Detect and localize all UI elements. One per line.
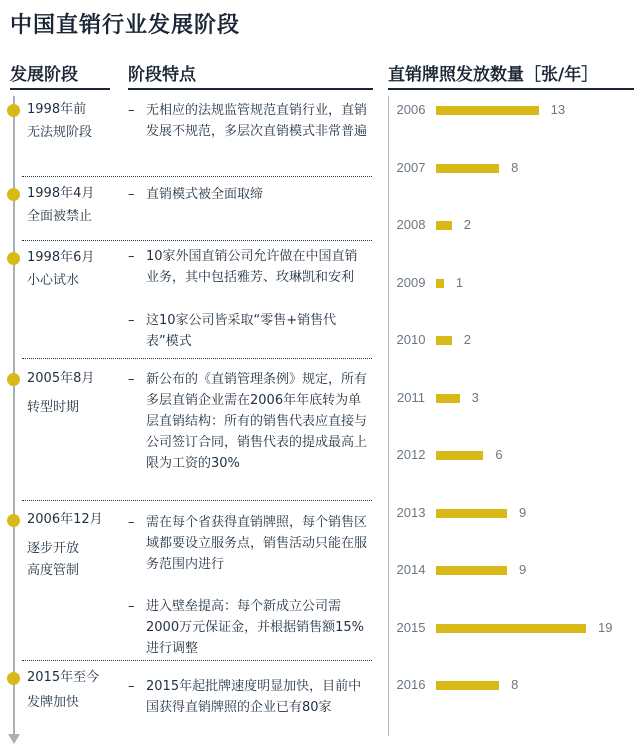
stage-label: 转型时期 xyxy=(27,400,80,415)
year-tick-label: 2015 xyxy=(396,619,426,635)
bar-2013 xyxy=(436,509,507,518)
timeline-arrow xyxy=(8,734,20,744)
stage-year: 2006年12月 xyxy=(27,512,103,527)
feature-dash: – xyxy=(128,372,135,387)
stage-label: 全面被禁止 xyxy=(27,209,93,224)
bar-value-label: 13 xyxy=(550,102,566,117)
stage-year: 1998年4月 xyxy=(27,186,95,201)
feature-dash: – xyxy=(128,103,135,118)
year-tick-label: 2016 xyxy=(396,677,426,692)
header-underline xyxy=(10,88,110,90)
stage-feature xyxy=(128,512,368,575)
stage-divider xyxy=(22,660,372,661)
bar-2008 xyxy=(436,221,452,230)
stage-feature xyxy=(128,310,368,352)
feature-text: 新公布的《直销管理条例》规定，所有多层直销企业需在2006年年底转为单层直销结构：所有的销售代表应直接与公司签订合同，销售代表的提成最高上限为工资的30% xyxy=(146,372,368,471)
bar-2016 xyxy=(436,681,499,690)
stage-divider xyxy=(22,358,372,359)
stage-divider xyxy=(22,176,372,177)
year-tick-label: 2012 xyxy=(396,447,426,462)
stage-year: 1998年前 xyxy=(27,102,87,117)
bar-2011 xyxy=(436,394,460,403)
stage-label: 无法规阶段 xyxy=(27,125,93,140)
stage-feature xyxy=(128,369,368,474)
bar-2014 xyxy=(436,566,507,575)
feature-dash: – xyxy=(128,249,135,264)
feature-dash: – xyxy=(128,187,135,202)
year-tick-label: 2010 xyxy=(396,332,426,347)
stage-column-header: 发展阶段 xyxy=(10,65,78,85)
header-underline xyxy=(388,88,634,90)
feature-text: 2015年起批牌速度明显加快，目前中国获得直销牌照的企业已有80家 xyxy=(146,679,362,715)
timeline-dot xyxy=(7,188,20,201)
header-underline xyxy=(128,88,373,90)
feature-dash: – xyxy=(128,679,135,694)
bar-value-label: 9 xyxy=(519,504,527,520)
bar-value-label: 8 xyxy=(511,159,519,175)
bar-2007 xyxy=(436,164,499,173)
timeline-dot xyxy=(7,104,20,117)
bar-value-label: 19 xyxy=(598,619,613,635)
stage-feature xyxy=(128,676,368,718)
feature-dash: – xyxy=(128,313,135,328)
feature-text: 需在每个省获得直销牌照，每个销售区域都要设立服务点，销售活动只能在服务范围内进行 xyxy=(146,515,368,572)
bar-value-label: 2 xyxy=(463,332,472,347)
year-tick-label: 2007 xyxy=(396,159,426,175)
bar-value-label: 6 xyxy=(495,447,503,462)
features-column-header: 阶段特点 xyxy=(128,65,196,85)
stage-feature xyxy=(128,596,368,659)
bar-value-label: 1 xyxy=(455,274,464,290)
stage-year: 1998年6月 xyxy=(27,250,95,265)
bar-value-label: 9 xyxy=(519,562,527,577)
stage-divider xyxy=(22,500,372,501)
bar-value-label: 3 xyxy=(471,389,479,405)
feature-dash: – xyxy=(128,599,135,614)
feature-text: 这10家公司皆采取“零售+销售代表”模式 xyxy=(146,313,337,349)
feature-text: 无相应的法规监管规范直销行业，直销发展不规范，多层次直销模式非常普遍 xyxy=(146,103,368,139)
chart-axis xyxy=(388,96,435,736)
license-bar-chart xyxy=(388,96,634,736)
year-tick-label: 2006 xyxy=(396,102,426,117)
bar-2006 xyxy=(436,106,539,115)
bar-2010 xyxy=(436,336,452,345)
feature-text: 10家外国直销公司允许做在中国直销业务，其中包括雅芳、玫琳凯和安利 xyxy=(146,249,358,285)
stage-label: 逐步开放 高度管制 xyxy=(27,541,80,578)
feature-text: 进入壁垒提高：每个新成立公司需2000万元保证金，并根据销售额15%进行调整 xyxy=(146,599,364,656)
timeline-dot xyxy=(7,252,20,265)
stage-year: 2015年至今 xyxy=(27,670,100,685)
year-tick-label: 2013 xyxy=(396,504,426,520)
stage-label: 小心试水 xyxy=(27,273,80,288)
year-tick-label: 2009 xyxy=(396,274,426,290)
stage-label: 发牌加快 xyxy=(27,695,80,710)
year-tick-label: 2011 xyxy=(397,389,425,405)
chart-title: 直销牌照发放数量［张/年］ xyxy=(388,65,599,85)
feature-dash: – xyxy=(128,515,135,530)
timeline-dot xyxy=(7,514,20,527)
page-title: 中国直销行业发展阶段 xyxy=(10,13,241,38)
year-tick-label: 2008 xyxy=(396,217,426,232)
stage-feature xyxy=(128,184,368,205)
bar-2012 xyxy=(436,451,483,460)
year-tick-label: 2014 xyxy=(396,562,426,577)
stage-year: 2005年8月 xyxy=(27,371,95,386)
timeline-dot xyxy=(7,373,20,386)
stage-feature xyxy=(128,100,368,142)
timeline-dot xyxy=(7,672,20,685)
stage-divider xyxy=(22,240,372,241)
bar-2015 xyxy=(436,624,586,633)
bar-2009 xyxy=(436,279,444,288)
bar-value-label: 8 xyxy=(511,677,519,692)
bar-value-label: 2 xyxy=(463,217,472,232)
stage-feature xyxy=(128,246,368,288)
feature-text: 直销模式被全面取缔 xyxy=(146,187,264,202)
